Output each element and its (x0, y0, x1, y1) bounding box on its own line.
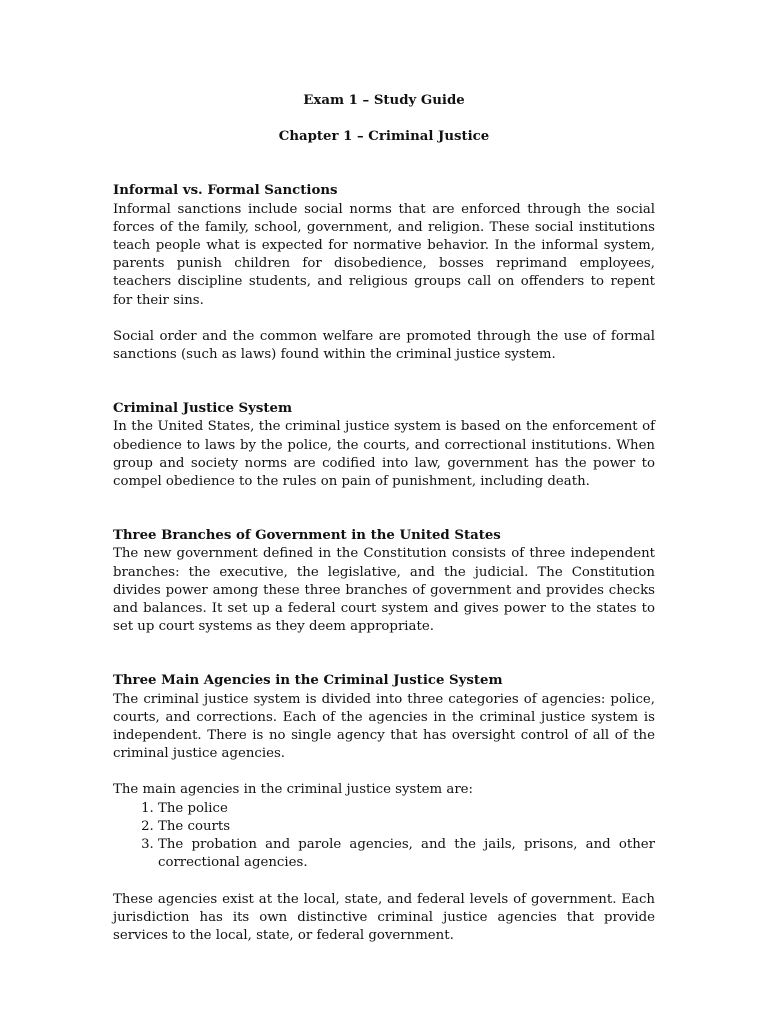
section-criminal-justice-system (113, 400, 655, 491)
section-main-agencies (113, 672, 655, 945)
section-heading: Informal vs. Formal Sanctions (113, 183, 338, 199)
list-item: 1. The police (158, 800, 655, 818)
paragraph: These agencies exist at the local, state, and federal levels of government. Each jurisdiction has its own distinctive criminal justice agencies that provide services to the local, state, or federal government. (113, 891, 655, 943)
list-item: 3. The probation and parole agencies, and the jails, prisons, and other correctional agencies. (158, 836, 655, 872)
section-sanctions (113, 182, 655, 364)
paragraph: The new government defined in the Constitution consists of three independent branches: the executive, the legislative, and the judicial. The Constitution divides power among these three branches of government and provides checks and balances. It set up a federal court system and gives power to the states to set up court systems as they deem appropriate. (113, 546, 655, 635)
paragraph: In the United States, the criminal justice system is based on the enforcement of obedience to laws by the police, the courts, and correctional institutions. When group and society norms are codified into law, government has the power to compel obedience to the rules on pain of punishment, including death. (113, 419, 655, 490)
chapter-title: Chapter 1 – Criminal Justice (278, 129, 490, 145)
paragraph: The main agencies in the criminal justice system are: (113, 782, 474, 798)
section-heading: Three Main Agencies in the Criminal Justice System (113, 673, 503, 689)
agency-list (113, 800, 655, 873)
document-page (113, 92, 655, 981)
section-heading: Three Branches of Government in the United States (113, 528, 501, 544)
paragraph: Informal sanctions include social norms that are enforced through the social forces of the family, school, government, and religion. These social institutions teach people what is expected for normative behavior. In the informal system, parents punish children for disobedience, bosses reprimand employees, teachers discipline students, and religious groups call on offenders to repent for their sins. (113, 201, 655, 308)
list-item: 2. The courts (158, 818, 655, 836)
section-branches-of-government (113, 527, 655, 636)
document-title: Exam 1 – Study Guide (303, 93, 465, 108)
paragraph: The criminal justice system is divided into three categories of agencies: police, courts, and corrections. Each of the agencies in the criminal justice system is independent. There is no single agency that has oversight control of all of the criminal justice agencies. (113, 691, 655, 762)
paragraph: Social order and the common welfare are promoted through the use of formal sanctions (such as laws) found within the criminal justice system. (113, 328, 655, 363)
section-heading: Criminal Justice System (113, 401, 293, 417)
